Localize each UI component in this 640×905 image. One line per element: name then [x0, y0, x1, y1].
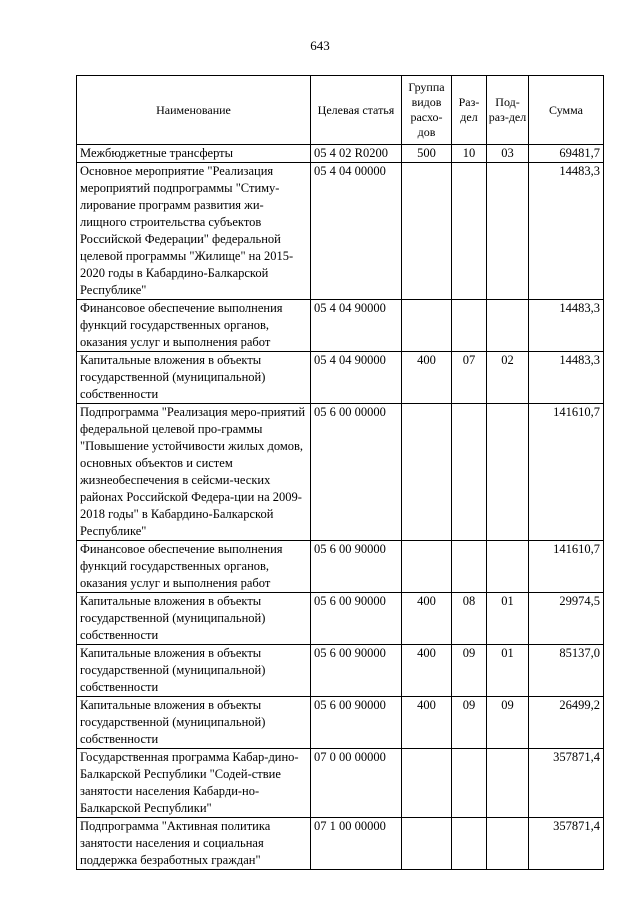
row-group: 400 — [402, 645, 452, 697]
row-name: Государственная программа Кабар-дино-Балкарской Республики "Содей-ствие занятости населения Кабарди-но-Балкарской Республики" — [77, 749, 311, 818]
row-sum: 14483,3 — [529, 300, 604, 352]
row-subsection: 01 — [487, 593, 529, 645]
header-group: Группа видов расхо-дов — [402, 76, 452, 145]
row-group — [402, 818, 452, 870]
table-row — [77, 145, 604, 163]
row-group: 400 — [402, 697, 452, 749]
table-row — [77, 593, 604, 645]
row-group — [402, 300, 452, 352]
row-target: 05 4 02 R0200 — [311, 145, 402, 163]
row-sum: 357871,4 — [529, 749, 604, 818]
table-row — [77, 300, 604, 352]
row-target: 07 0 00 00000 — [311, 749, 402, 818]
budget-table — [76, 75, 604, 870]
row-sum: 85137,0 — [529, 645, 604, 697]
table-row — [77, 541, 604, 593]
page-number: 643 — [310, 38, 330, 53]
row-section: 09 — [452, 645, 487, 697]
row-sum: 29974,5 — [529, 593, 604, 645]
row-subsection — [487, 818, 529, 870]
row-target: 05 4 04 90000 — [311, 352, 402, 404]
row-name: Межбюджетные трансферты — [77, 145, 311, 163]
row-group — [402, 749, 452, 818]
row-section: 07 — [452, 352, 487, 404]
row-name: Капитальные вложения в объекты государственной (муниципальной) собственности — [77, 645, 311, 697]
row-name: Финансовое обеспечение выполнения функций государственных органов, оказания услуг и выполнения работ — [77, 541, 311, 593]
header-subsection: Под-раз-дел — [487, 76, 529, 145]
row-sum: 26499,2 — [529, 697, 604, 749]
row-subsection: 02 — [487, 352, 529, 404]
table-header-row — [77, 76, 604, 145]
row-name: Капитальные вложения в объекты государственной (муниципальной) собственности — [77, 593, 311, 645]
row-subsection — [487, 163, 529, 300]
table-row — [77, 818, 604, 870]
row-name: Подпрограмма "Активная политика занятости населения и социальная поддержка безработных граждан" — [77, 818, 311, 870]
table-row — [77, 352, 604, 404]
row-target: 05 6 00 90000 — [311, 645, 402, 697]
row-target: 05 6 00 90000 — [311, 697, 402, 749]
header-section: Раз-дел — [452, 76, 487, 145]
row-group — [402, 404, 452, 541]
row-subsection: 03 — [487, 145, 529, 163]
row-section — [452, 300, 487, 352]
row-section — [452, 818, 487, 870]
row-subsection — [487, 541, 529, 593]
row-section — [452, 749, 487, 818]
row-group: 400 — [402, 352, 452, 404]
table-row — [77, 749, 604, 818]
row-subsection: 09 — [487, 697, 529, 749]
row-target: 05 4 04 00000 — [311, 163, 402, 300]
row-subsection: 01 — [487, 645, 529, 697]
row-subsection — [487, 749, 529, 818]
table-row — [77, 404, 604, 541]
row-target: 05 6 00 00000 — [311, 404, 402, 541]
table-row — [77, 645, 604, 697]
row-sum: 69481,7 — [529, 145, 604, 163]
header-name: Наименование — [77, 76, 311, 145]
row-name: Капитальные вложения в объекты государственной (муниципальной) собственности — [77, 352, 311, 404]
row-section — [452, 541, 487, 593]
row-target: 05 4 04 90000 — [311, 300, 402, 352]
row-sum: 141610,7 — [529, 541, 604, 593]
row-sum: 357871,4 — [529, 818, 604, 870]
row-target: 07 1 00 00000 — [311, 818, 402, 870]
row-group: 500 — [402, 145, 452, 163]
row-group: 400 — [402, 593, 452, 645]
row-name: Финансовое обеспечение выполнения функций государственных органов, оказания услуг и выполнения работ — [77, 300, 311, 352]
row-subsection — [487, 404, 529, 541]
row-section — [452, 163, 487, 300]
row-section — [452, 404, 487, 541]
row-name: Капитальные вложения в объекты государственной (муниципальной) собственности — [77, 697, 311, 749]
row-section: 09 — [452, 697, 487, 749]
row-name: Подпрограмма "Реализация меро-приятий федеральной целевой про-граммы "Повышение устойчивости жилых домов, основных объектов и систем жизнеобеспечения в сейсми-ческих районах Российской Федера-ции на 2009-2018 годы" в Кабардино-Балкарской Республике" — [77, 404, 311, 541]
row-target: 05 6 00 90000 — [311, 593, 402, 645]
header-sum: Сумма — [529, 76, 604, 145]
header-target: Целевая статья — [311, 76, 402, 145]
row-sum: 141610,7 — [529, 404, 604, 541]
row-section: 08 — [452, 593, 487, 645]
row-sum: 14483,3 — [529, 352, 604, 404]
row-subsection — [487, 300, 529, 352]
row-group — [402, 163, 452, 300]
row-group — [402, 541, 452, 593]
row-target: 05 6 00 90000 — [311, 541, 402, 593]
row-sum: 14483,3 — [529, 163, 604, 300]
table-row — [77, 697, 604, 749]
table-row — [77, 163, 604, 300]
row-name: Основное мероприятие "Реализация мероприятий подпрограммы "Стиму-лирование программ развития жи-лищного строительства субъектов Российской Федерации" федеральной целевой программы "Жилище" на 2015-2020 годы в Кабардино-Балкарской Республике" — [77, 163, 311, 300]
row-section: 10 — [452, 145, 487, 163]
